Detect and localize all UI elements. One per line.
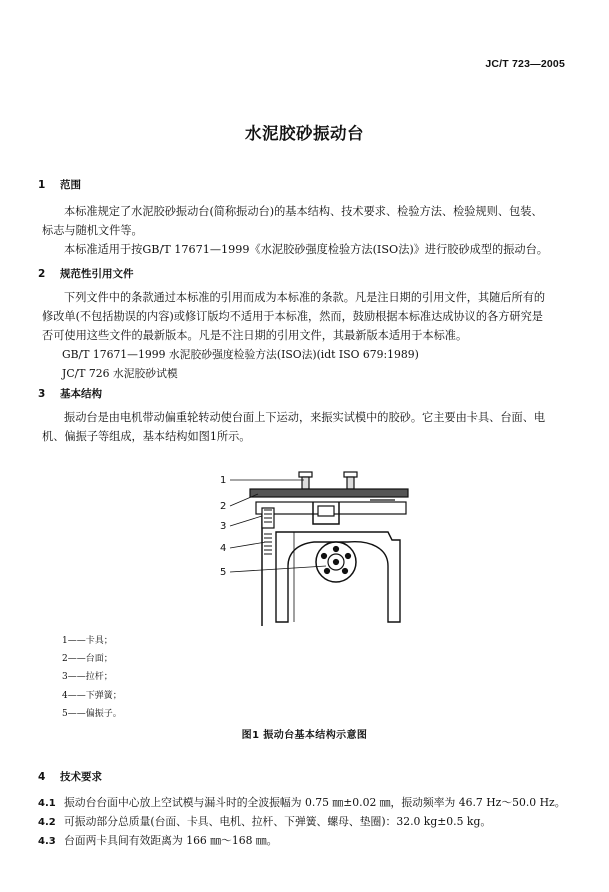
section-3-line-2: 机、偏振子等组成，基本结构如图1所示。 [42, 430, 251, 443]
lower-spring [264, 534, 272, 554]
section-2-line-3: 否可使用这些文件的最新版本。凡是不注日期的引用文件，其最新版本适用于本标准。 [42, 329, 468, 342]
eccentric-center [334, 560, 339, 565]
section-2-reference-2: JC/T 726 水泥胶砂试模 [62, 367, 178, 380]
motor-window [318, 506, 334, 516]
requirement-4-3 [38, 833, 277, 848]
legend-item-lower-spring: 4——下弹簧； [62, 690, 122, 701]
eccentric-bolt-right [346, 554, 351, 559]
leader-3 [230, 516, 262, 526]
eccentric-bolt-bottom-right [343, 569, 348, 574]
requirement-4-1-text: 振动台台面中心放上空试模与漏斗时的全波振幅为 0.75 ㎜±0.02 ㎜，振动频率为 46.7 Hz～50.0 Hz。 [64, 796, 566, 809]
requirement-4-1-number: 4.1 [38, 798, 56, 809]
section-2-line-1: 下列文件中的条款通过本标准的引用而成为本标准的条款。凡是注日期的引用文件，其随后所有的 [64, 291, 546, 304]
document-title: 水泥胶砂振动台 [245, 124, 364, 143]
eccentric-bolt-top [334, 547, 339, 552]
section-4-number: 4 [38, 771, 46, 783]
section-3-line-1: 振动台是由电机带动偏重轮转动使台面上下运动，来振实试模中的胶砂。它主要由卡具、台面、电 [64, 411, 546, 424]
clamp-right-cap [344, 472, 357, 477]
section-2-reference-1: GB/T 17671—1999 水泥胶砂强度检验方法(ISO法)(idt ISO 679:1989) [62, 348, 419, 361]
clamp-left-body [302, 477, 309, 489]
requirement-4-2-number: 4.2 [38, 817, 56, 828]
section-1-line-2: 标志与随机文件等。 [42, 224, 143, 237]
legend-item-pull-rod: 3——拉杆； [62, 672, 113, 683]
figure-1-diagram [210, 462, 420, 637]
section-1-line-1: 本标准规定了水泥胶砂振动台(简称振动台)的基本结构、技术要求、检验方法、检验规则、包装、 [64, 205, 543, 218]
figure-caption: 图1 振动台基本结构示意图 [241, 730, 368, 741]
requirement-4-3-number: 4.3 [38, 836, 56, 847]
eccentric-bolt-left [322, 554, 327, 559]
section-2-line-2: 修改单(不包括勘误的内容)或修订版均不适用于本标准，然而，鼓励根据本标准达成协议的各方研究是 [42, 310, 543, 323]
requirement-4-3-text: 台面两卡具间有效距离为 166 ㎜～168 ㎜。 [64, 834, 278, 847]
section-3-title: 基本结构 [60, 388, 102, 400]
legend-item-clamp: 1——卡具； [62, 636, 113, 646]
callout-4: 4 [220, 543, 227, 554]
figure-legend [62, 632, 122, 723]
section-3-number: 3 [38, 388, 46, 400]
callout-1: 1 [220, 475, 227, 486]
eccentric-bolt-bottom-left [325, 569, 330, 574]
section-2-heading [38, 266, 134, 281]
callout-5: 5 [220, 567, 227, 578]
section-1-title: 范围 [60, 179, 81, 191]
leader-2 [230, 494, 258, 506]
section-3-heading [38, 386, 102, 401]
requirement-4-2-text: 可振动部分总质量(台面、卡具、电机、拉杆、下弹簧、螺母、垫圈)：32.0 kg±0.5 kg。 [64, 815, 492, 828]
clamp-left-cap [299, 472, 312, 477]
clamp-right-body [347, 477, 354, 489]
section-2-title: 规范性引用文件 [60, 268, 134, 280]
requirement-4-2 [38, 814, 491, 829]
table-top [250, 489, 408, 497]
legend-item-table-top: 2——台面； [62, 654, 113, 665]
section-1-number: 1 [38, 179, 46, 191]
callout-2: 2 [220, 501, 227, 512]
section-2-number: 2 [38, 268, 46, 280]
requirement-4-1 [38, 795, 566, 810]
leader-4 [230, 542, 266, 548]
section-4-heading [38, 769, 102, 784]
section-4-title: 技术要求 [60, 771, 102, 783]
section-1-heading [38, 177, 81, 192]
section-1-line-3: 本标准适用于按GB/T 17671—1999《水泥胶砂强度检验方法(ISO法)》进行胶砂成型的振动台。 [64, 243, 548, 256]
document-code: JC/T 723—2005 [485, 58, 565, 70]
legend-item-eccentric: 5——偏振子。 [62, 708, 122, 719]
callout-3: 3 [220, 521, 227, 532]
